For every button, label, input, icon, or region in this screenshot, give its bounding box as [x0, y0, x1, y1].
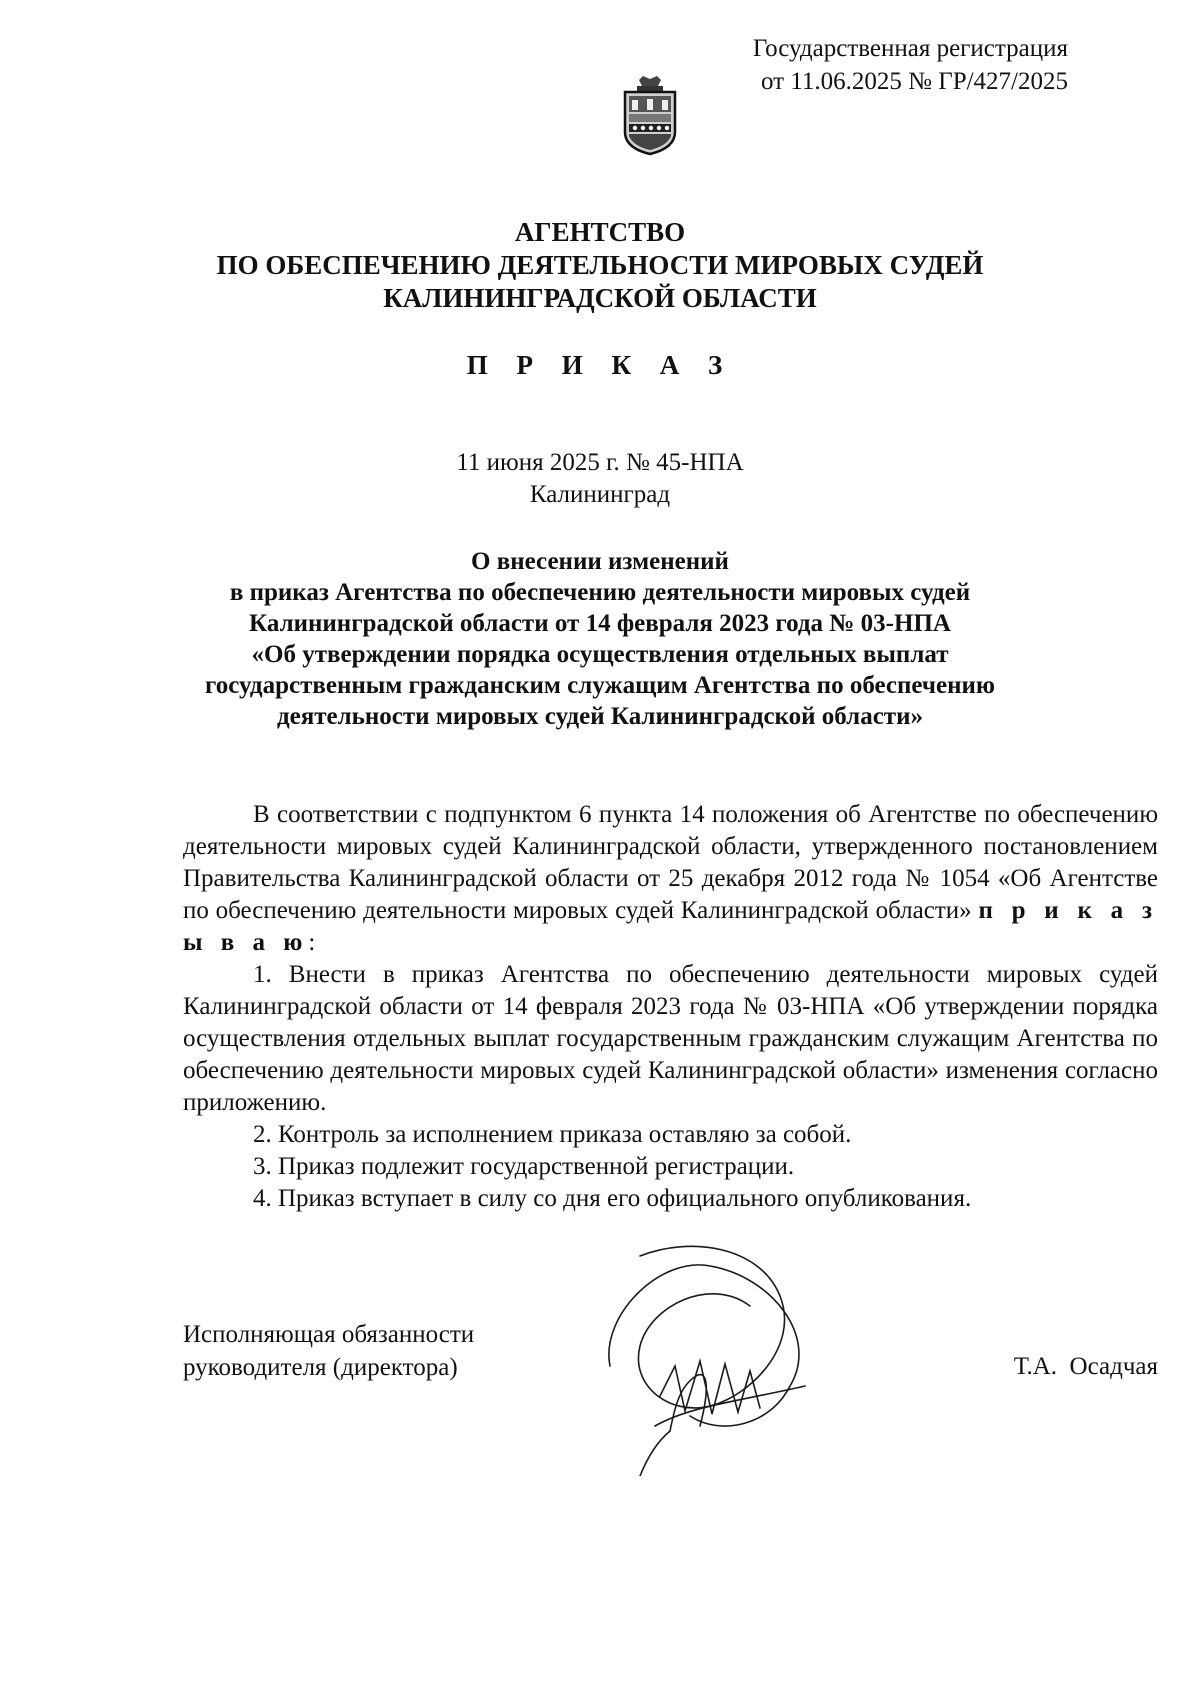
- order-item-2: 2. Контроль за исполнением приказа оставляю за собой.: [253, 1121, 852, 1148]
- signatory-name: Т.А. Осадчая: [1013, 1353, 1158, 1380]
- registration-line-2: от 11.06.2025 № ГР/427/2025: [760, 68, 1068, 95]
- preamble-text: В соответствии с подпунктом 6 пункта 14 положения об Агентстве по обеспечению деятельности мировых судей Калининградской области, утвержденного постановлением Правительства Калининградской области от 25 декабря 2012 года № 1054 «Об Агентстве по обеспечению деятельности мировых судей Калининградской области»: [183, 801, 1158, 924]
- order-item-3: 3. Приказ подлежит государственной регистрации.: [253, 1153, 795, 1180]
- handwritten-signature-icon: [600, 1236, 830, 1476]
- city: Калининград: [529, 481, 671, 508]
- agency-name: [160, 216, 1040, 315]
- subject-line-5: государственным гражданским служащим Агентства по обеспечению: [205, 672, 995, 699]
- preamble-paragraph: [183, 799, 1158, 959]
- subject-line-2: в приказ Агентства по обеспечению деятельности мировых судей: [229, 579, 971, 606]
- document-subject: [180, 546, 1020, 732]
- signatory-title: [183, 1318, 563, 1384]
- registration-stamp: [648, 32, 1068, 98]
- subject-line-4: «Об утверждении порядка осуществления отдельных выплат: [251, 641, 949, 668]
- date-number: 11 июня 2025 г. № 45-НПА: [456, 449, 744, 476]
- signatory-title-line-2: руководителя (директора): [183, 1354, 458, 1381]
- kaliningrad-coat-of-arms-icon: [617, 74, 683, 156]
- agency-line-3: КАЛИНИНГРАДСКОЙ ОБЛАСТИ: [383, 283, 817, 313]
- order-item-4: 4. Приказ вступает в силу со дня его официального опубликования.: [253, 1185, 972, 1212]
- order-word: п р и к а з ы в а ю: [183, 897, 1158, 956]
- subject-line-6: деятельности мировых судей Калининградской области»: [277, 703, 923, 730]
- agency-line-1: АГЕНТСТВО: [514, 217, 686, 247]
- order-colon: :: [308, 929, 316, 956]
- order-item-1: 1. Внести в приказ Агентства по обеспечению деятельности мировых судей Калининградской области от 14 февраля 2023 года № 03-НПА «Об утверждении порядка осуществления отдельных выплат государственным гражданским служащим Агентства по обеспечению деятельности мировых судей Калининградской области» изменения согласно приложению.: [183, 961, 1158, 1116]
- document-body: [183, 799, 1158, 1215]
- agency-line-2: ПО ОБЕСПЕЧЕНИЮ ДЕЯТЕЛЬНОСТИ МИРОВЫХ СУДЕЙ: [216, 250, 984, 280]
- registration-line-1: Государственная регистрация: [752, 35, 1068, 62]
- subject-line-1: О внесении изменений: [471, 548, 729, 575]
- subject-line-3: Калининградской области от 14 февраля 2023 года № 03-НПА: [249, 610, 951, 637]
- date-and-number-block: [330, 447, 870, 511]
- signatory-title-line-1: Исполняющая обязанности: [183, 1321, 475, 1348]
- document-type: П Р И К А З: [466, 350, 734, 380]
